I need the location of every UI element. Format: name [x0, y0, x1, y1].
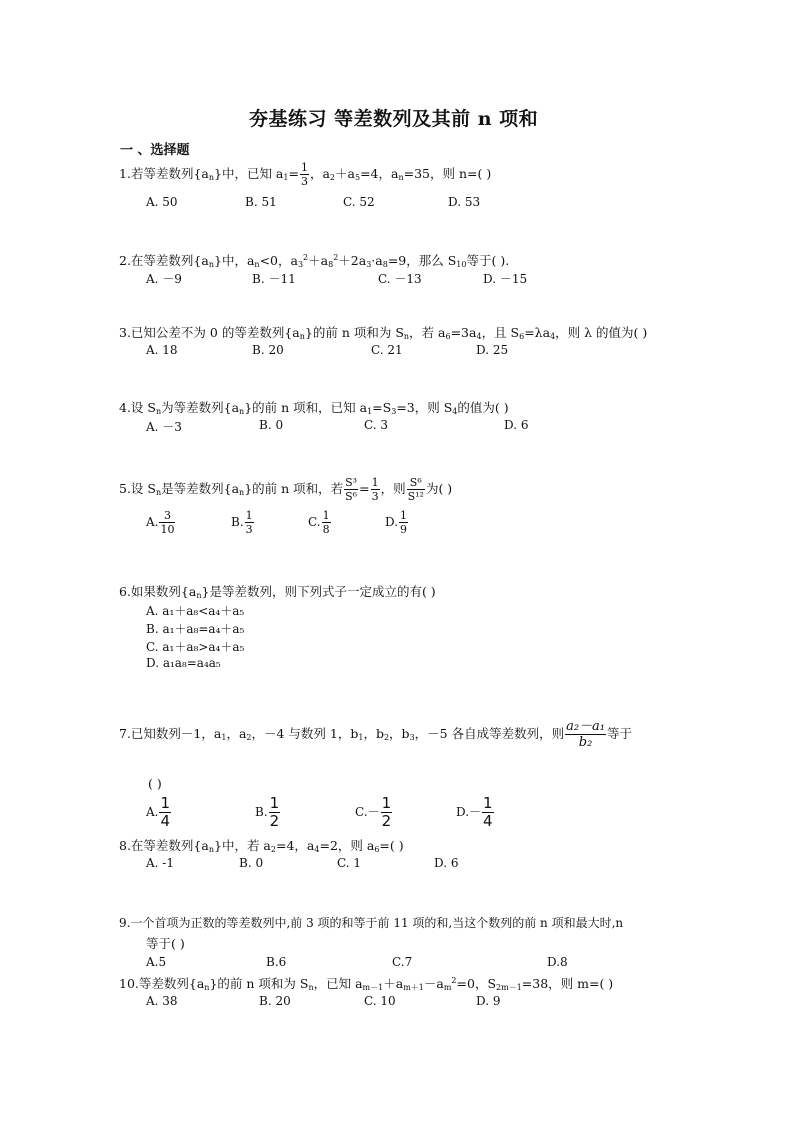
fraction-a2-a1-over-b2: $\frac{\text{a₂－a₁}}{\text{b₂}}$: [566, 719, 606, 750]
q10-option-d: D. 9: [476, 994, 501, 1008]
q8-option-c: C. 1: [337, 856, 362, 870]
q5-option-a: A. $\frac{3}{10}$: [146, 509, 175, 536]
question-5: 5.设 $S_n$是等差数列$\{a_n\}$的前 n 项和，若 $\frac{\text{S³}}{\text{S⁶}}$ = $\frac{1}{3}$ ，则 $\frac{\text{S⁶}}{\text{S¹²}}$ 为( ): [119, 476, 453, 503]
q3-option-a: A. 18: [146, 343, 178, 357]
q1-option-c: C. 52: [343, 195, 375, 209]
q9-option-d: D.8: [547, 955, 568, 969]
q4-option-b: B. 0: [259, 418, 284, 432]
q7-option-d: D.－ $\frac{1}{4}$: [456, 794, 493, 830]
question-9: 9.一个首项为正数的等差数列中,前 3 项的和等于前 11 项的和,当这个数列的前 n 项和最大时,n: [119, 916, 624, 930]
q10-option-a: A. 38: [146, 994, 178, 1008]
question-1: 1.若等差数列$\{a_n\}$中，已知 $a_1=$ $\frac{1}{3}$ ，$a_2+a_5=4$，$a_n=35$，则 n=( ): [119, 161, 492, 188]
question-4: 4.设 $S_n$为等差数列$\{a_n\}$的前 n 项和，已知 $a_1=S_3=3$，则 $S_4$的值为( ): [119, 400, 509, 416]
fraction-s3-s6: $\frac{\text{S³}}{\text{S⁶}}$: [345, 476, 358, 503]
q9-option-c: C.7: [392, 955, 413, 969]
fraction: $\frac{1}{3}$: [300, 161, 308, 188]
q10-option-c: C. 10: [364, 994, 396, 1008]
q2-option-c: C. －13: [378, 272, 422, 286]
q8-option-b: B. 0: [239, 856, 264, 870]
question-9-line2: 等于( ): [146, 936, 185, 951]
q3-option-d: D. 25: [476, 343, 509, 357]
q2-option-a: A. －9: [146, 272, 182, 286]
q9-option-a: A.5: [146, 955, 167, 969]
q8-option-d: D. 6: [434, 856, 459, 870]
q4-option-d: D. 6: [504, 418, 529, 432]
q1-option-a: A. 50: [146, 195, 178, 209]
q2-option-b: B. －11: [252, 272, 296, 286]
q2-option-d: D. －15: [483, 272, 528, 286]
page-title: 夯基练习 等差数列及其前 n 项和: [249, 108, 539, 130]
q7-answer-paren: ( ): [148, 776, 162, 791]
question-6: 6.如果数列$\{a_n\}$是等差数列，则下列式子一定成立的有( ): [119, 584, 436, 600]
q1-option-b: B. 51: [245, 195, 277, 209]
question-7: 7.已知数列－1，$a_1$，$a_2$，－4 与数列 1，$b_1$，$b_2$，$b_3$，－5 各自成等差数列，则 $\frac{\text{a₂－a₁}}{\text{b₂}}$ 等于: [119, 719, 633, 750]
q5-option-b: B. $\frac{1}{3}$: [231, 509, 253, 536]
q4-option-c: C. 3: [364, 418, 389, 432]
q8-option-a: A. -1: [146, 856, 174, 870]
fraction-s6-s12: $\frac{\text{S⁶}}{\text{S¹²}}$: [407, 476, 424, 503]
q7-option-c: C.－ $\frac{1}{2}$: [355, 794, 392, 830]
q5-option-d: D. $\frac{1}{9}$: [385, 509, 408, 536]
q9-option-b: B.6: [266, 955, 287, 969]
q10-option-b: B. 20: [259, 994, 291, 1008]
q4-option-a: A. －3: [146, 420, 182, 434]
q3-option-b: B. 20: [252, 343, 284, 357]
section-heading: 一 、选择题: [120, 143, 190, 158]
q3-option-c: C. 21: [371, 343, 403, 357]
q7-option-a: A. $\frac{1}{4}$: [146, 794, 171, 830]
q7-option-b: B. $\frac{1}{2}$: [255, 794, 280, 830]
question-10: 10.等差数列$\{a_n\}$的前 n 项和为 $S_n$，已知 $a_{m-1}+a_{m+1}-a_m^2=0$，$S_{2m-1}=38$，则 m=( ): [119, 976, 614, 992]
q6-option-b: B. a₁＋a₈=a₄＋a₅: [146, 622, 245, 636]
q6-option-c: C. a₁＋a₈>a₄＋a₅: [146, 640, 245, 654]
question-3: 3.已知公差不为 0 的等差数列$\{a_n\}$的前 n 项和为 $S_n$，若 $a_6=3a_4$，且 $S_6=\lambda a_4$，则 λ 的值为( ): [119, 325, 648, 341]
q1-option-d: D. 53: [448, 195, 481, 209]
q5-option-c: C. $\frac{1}{8}$: [308, 509, 330, 536]
q6-option-a: A. a₁＋a₈<a₄＋a₅: [146, 604, 245, 618]
q6-option-d: D. a₁a₈=a₄a₅: [146, 656, 221, 670]
fraction-one-third: $\frac{1}{3}$: [371, 476, 379, 503]
question-2: 2.在等差数列$\{a_n\}$中，$a_n<0$，$a_3^2+a_8^2+2a_3\cdot a_8=9$，那么 $S_{10}$等于( ).: [119, 253, 510, 269]
question-8: 8.在等差数列$\{a_n\}$中，若 $a_2=4$，$a_4=2$，则 $a_6=$( ): [119, 838, 404, 854]
